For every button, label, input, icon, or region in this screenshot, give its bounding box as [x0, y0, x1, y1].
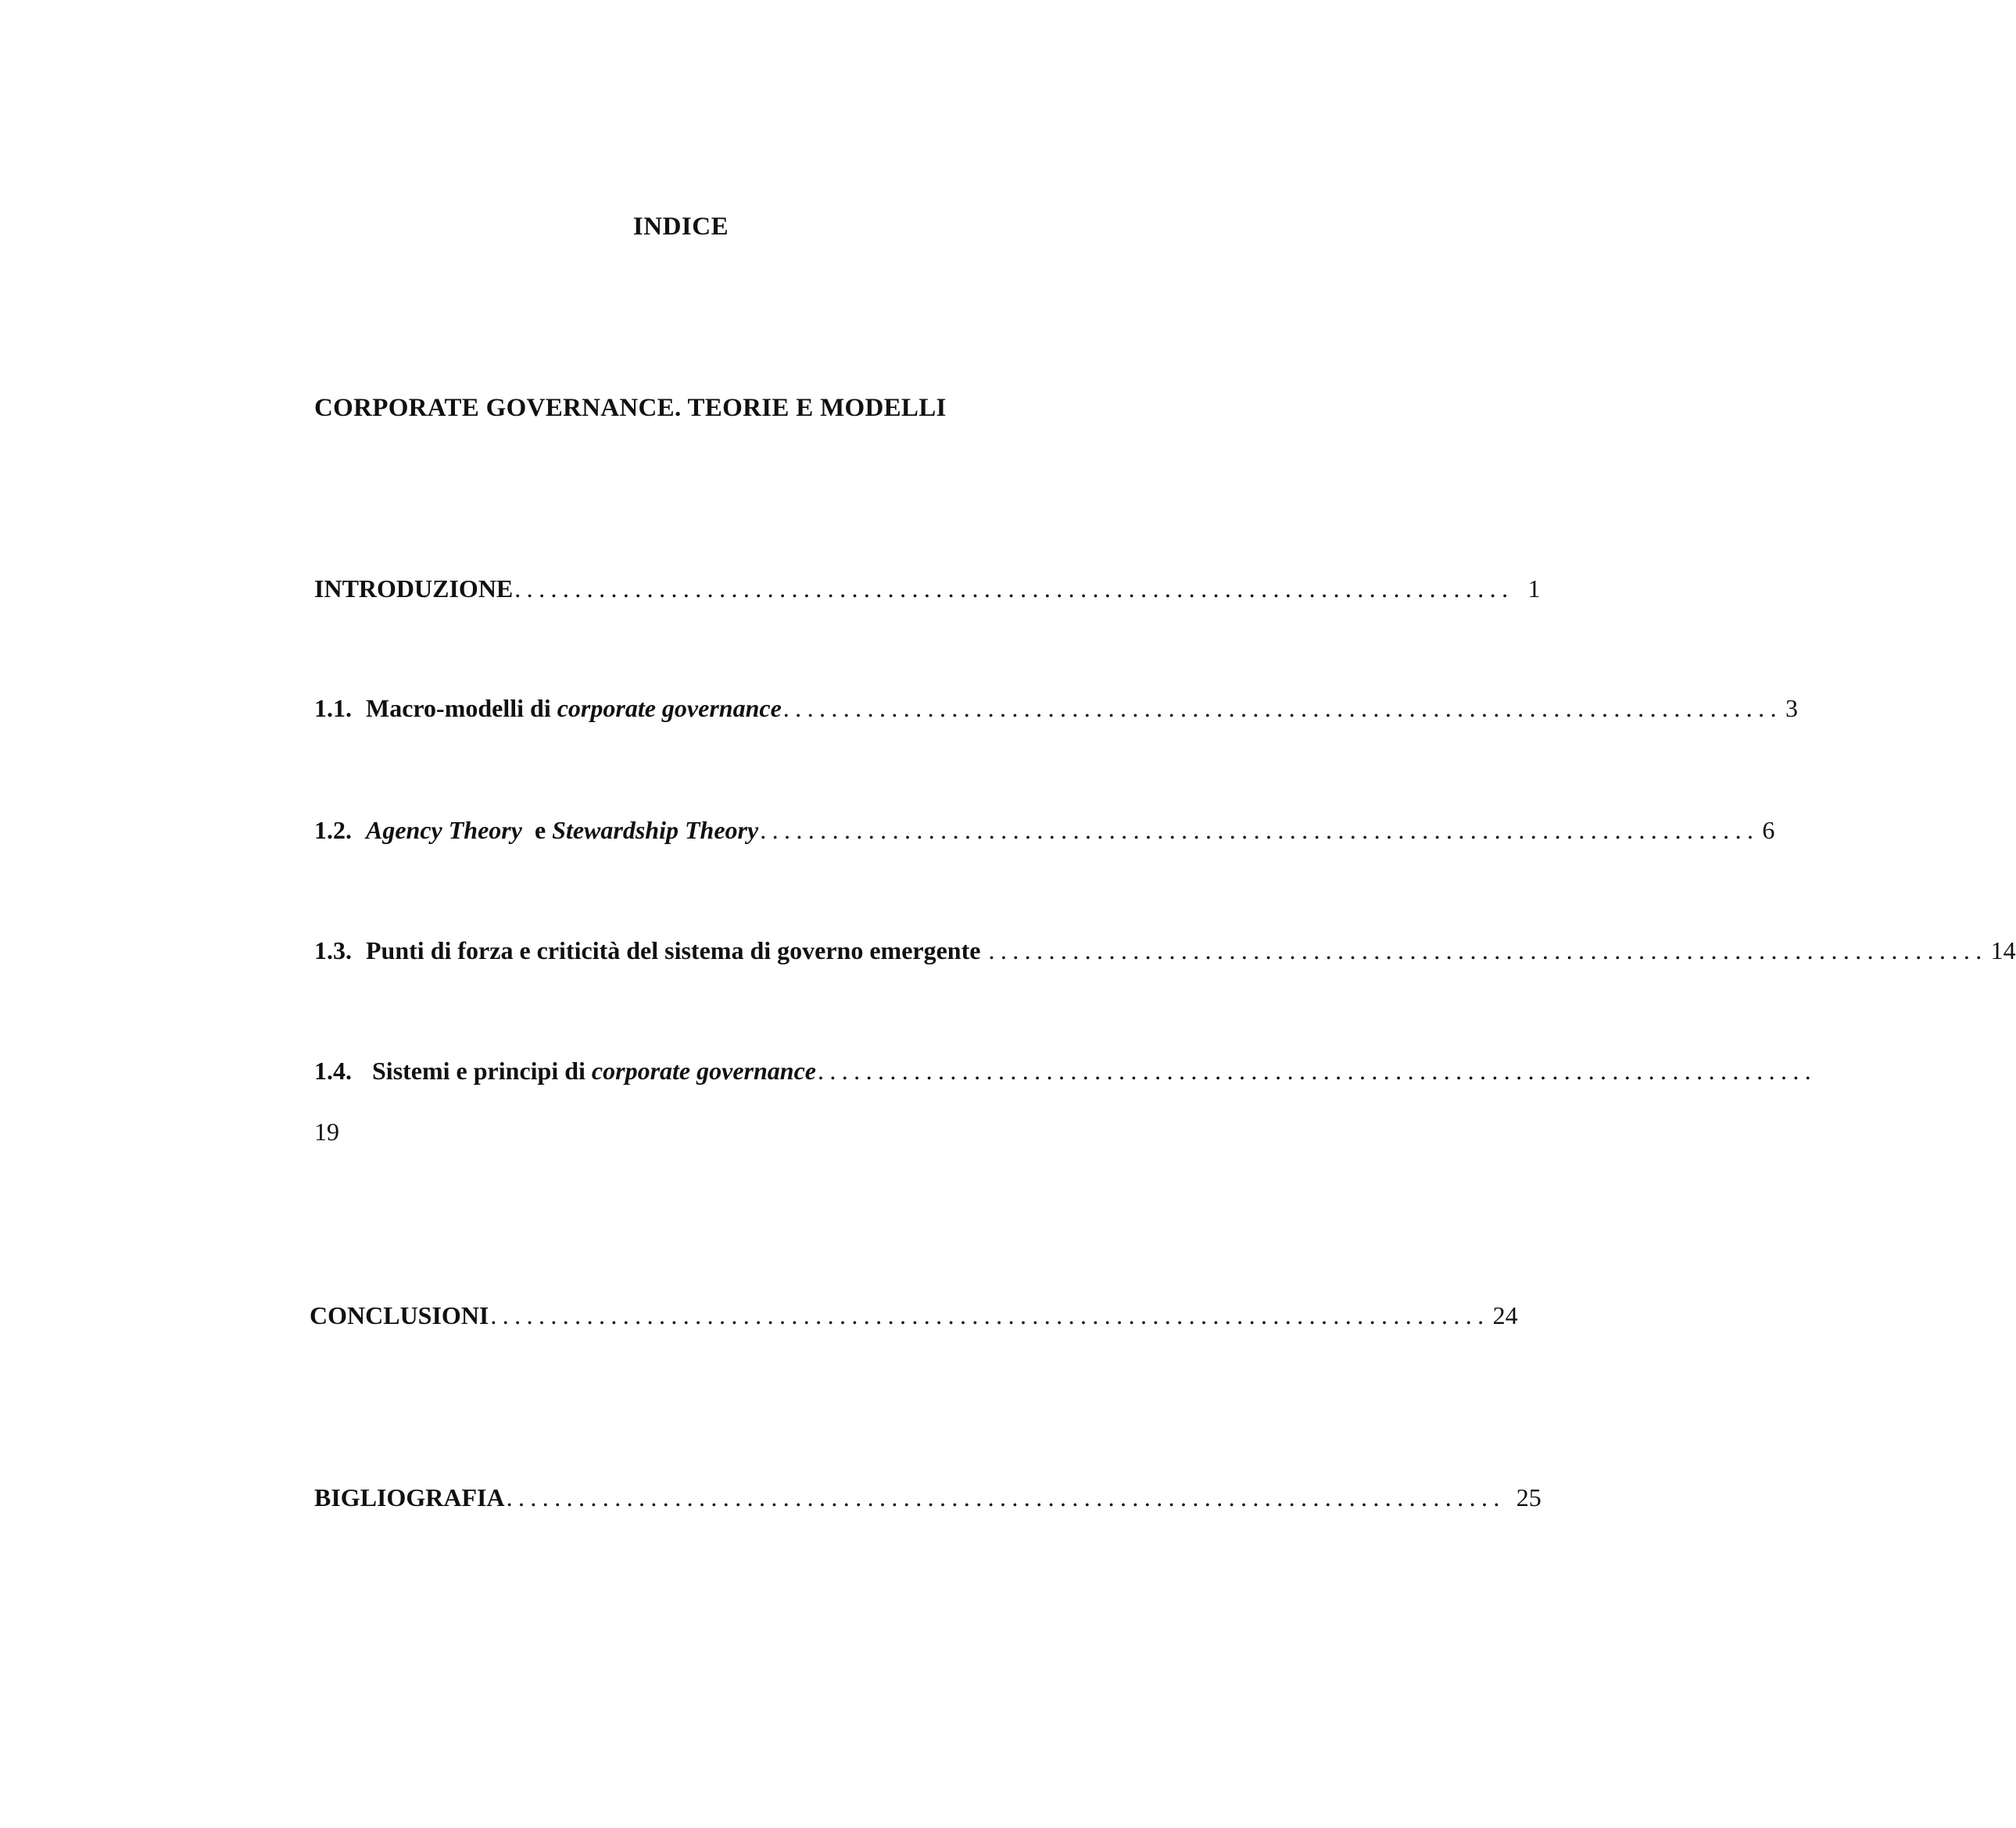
- toc-page-number: 6: [1762, 816, 1775, 844]
- toc-page-number: 3: [1785, 694, 1798, 722]
- toc-leader-dots: ...................................................................................: [817, 1057, 1817, 1085]
- toc-entry-number: 1.3.: [314, 936, 352, 964]
- toc-entry-label: Punti di forza e criticità del sistema di governo emergente: [366, 936, 981, 964]
- toc-entry-number: 1.1.: [314, 694, 352, 722]
- toc-leader-dots: ...................................................................................: [988, 936, 1988, 964]
- page-title: INDICE: [632, 213, 729, 241]
- toc-leader-dots: ...................................................................................: [782, 694, 1782, 722]
- toc-entry-bigliografia[interactable]: [314, 1483, 1542, 1518]
- toc-leader-dots: ...................................................................................: [760, 816, 1760, 844]
- document-subtitle: CORPORATE GOVERNANCE. TEORIE E MODELLI: [314, 394, 947, 422]
- toc-entry-1-3[interactable]: [314, 936, 2016, 971]
- toc-page-number: 24: [1492, 1301, 1518, 1329]
- toc-page-number: 19: [314, 1118, 339, 1146]
- toc-entry-1-4[interactable]: [314, 1057, 1817, 1091]
- toc-leader-dots: ...................................................................................: [506, 1483, 1506, 1511]
- toc-entry-label: INTRODUZIONE: [314, 574, 514, 603]
- toc-entry-label: Sistemi e principi di corporate governance: [366, 1057, 816, 1085]
- toc-leader-dots: ...................................................................................: [514, 574, 1514, 603]
- toc-entry-1-1[interactable]: [314, 694, 1798, 728]
- toc-leader-dots: ...................................................................................: [490, 1301, 1490, 1329]
- toc-entry-label: BIGLIOGRAFIA: [314, 1483, 505, 1511]
- toc-entry-label: Macro-modelli di corporate governance: [366, 694, 782, 722]
- toc-page-number: 25: [1516, 1483, 1542, 1511]
- toc-entry-number: 1.2.: [314, 816, 352, 844]
- toc-entry-label: Agency Theory e Stewardship Theory: [366, 816, 759, 844]
- toc-page-number: 1: [1527, 574, 1541, 603]
- toc-entry-label: CONCLUSIONI: [310, 1301, 489, 1329]
- toc-entry-number: 1.4.: [314, 1057, 352, 1085]
- toc-page-number: 14: [1990, 936, 2016, 964]
- toc-entry-introduzione[interactable]: [314, 574, 1541, 609]
- toc-entry-conclusioni[interactable]: [310, 1301, 1518, 1336]
- toc-entry-1-2[interactable]: [314, 816, 1775, 850]
